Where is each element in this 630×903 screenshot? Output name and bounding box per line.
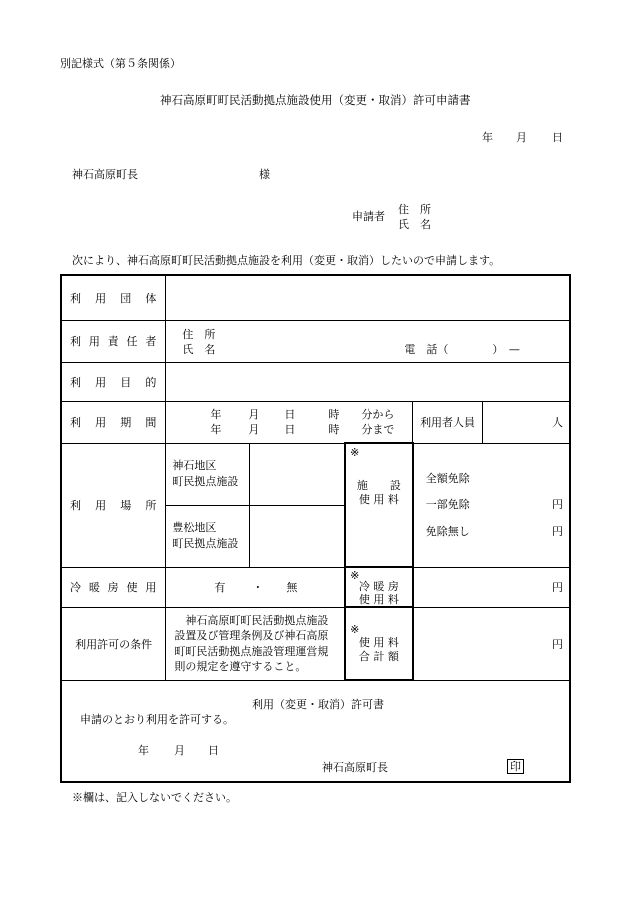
addressee-honorific: 様 (259, 168, 270, 181)
facility-fee-mark: ※ (350, 446, 360, 459)
footnote: ※欄は、記入しないでください。 (72, 791, 237, 804)
period-from-year: 年 (210, 407, 222, 421)
aircon-fee-label: ※ 冷 暖 房 使 用 料 (345, 567, 413, 607)
row-period (61, 401, 570, 443)
users-label: 利用者人員 (413, 401, 483, 443)
permit-date-day: 日 (208, 744, 219, 757)
users-input-cell[interactable] (482, 401, 570, 443)
aircon-fee-input-cell[interactable] (413, 567, 570, 607)
total-fee-mark: ※ (350, 623, 360, 636)
facility-fee-input-cell[interactable] (413, 443, 570, 567)
aircon-choice-cell[interactable] (166, 567, 345, 607)
exempt-partial-label: 一部免除 (425, 497, 470, 511)
row-group (61, 275, 570, 320)
aircon-fee-mark: ※ (350, 569, 360, 582)
conditions-text-cell: 神石高原町町民活動拠点施設 設置及び管理条例及び神石高原 町町民活動拠点施設管理運営規 則の規定を遵守すること。 (166, 607, 345, 680)
permit-section (61, 680, 570, 782)
facility-2-input-cell[interactable] (250, 505, 346, 567)
responsible-label: 利 用 責 任 者 (61, 320, 166, 362)
form-reference: 別記様式（第５条関係） (60, 57, 181, 70)
addressee-name: 神石高原町長 (72, 168, 138, 181)
period-from-day: 日 (284, 407, 296, 421)
applicant-name-label: 氏 名 (398, 218, 431, 231)
period-input-cell[interactable] (166, 401, 413, 443)
period-label: 利 用 期 間 (61, 401, 166, 443)
conditions-label: 利用許可の条件 (61, 607, 166, 680)
exempt-none-yen: 円 (552, 524, 563, 538)
responsible-phone-label: 電 話（ ） — (404, 342, 520, 356)
intro-text: 次により、神石高原町町民活動拠点施設を利用（変更・取消）したいので申請します。 (72, 254, 501, 267)
period-to-hour: 時 (328, 422, 340, 436)
period-to-month: 月 (248, 422, 260, 436)
aircon-no[interactable]: 無 (286, 580, 298, 594)
aircon-label: 冷 暖 房 使 用 (61, 567, 166, 607)
group-input-cell[interactable] (166, 275, 570, 320)
total-fee-label: ※ 使 用 料 合 計 額 (345, 607, 413, 680)
period-from-hour: 時 (328, 407, 340, 421)
date-month: 月 (516, 131, 527, 144)
row-purpose (61, 362, 570, 401)
facility-2-label: 豊松地区 町民拠点施設 (166, 505, 250, 567)
aircon-yes[interactable]: 有 (214, 580, 226, 594)
period-from-minute: 分から (361, 407, 395, 421)
total-fee-input-cell[interactable] (413, 607, 570, 680)
exempt-partial-yen: 円 (552, 497, 563, 511)
row-place-1 (61, 443, 570, 505)
purpose-label: 利 用 目 的 (61, 362, 166, 401)
applicant-label: 申請者 (352, 210, 385, 223)
permit-issuer: 神石高原町長 (322, 761, 388, 774)
purpose-input-cell[interactable] (166, 362, 570, 401)
aircon-fee-yen: 円 (552, 580, 563, 594)
row-responsible (61, 320, 570, 362)
page-title: 神石高原町町民活動拠点施設使用（変更・取消）許可申請書 (160, 93, 471, 107)
users-unit: 人 (552, 415, 563, 429)
permit-text: 申請のとおり利用を許可する。 (80, 713, 234, 726)
exempt-full-label: 全額免除 (425, 471, 470, 485)
facility-fee-label: ※ 施 設 使 用 料 (345, 443, 413, 567)
period-to-year: 年 (210, 422, 222, 436)
permit-date-year: 年 (138, 744, 149, 757)
application-form-table (60, 274, 571, 783)
aircon-separator: ・ (252, 580, 264, 594)
seal-icon: 印 (507, 759, 524, 774)
facility-1-label: 神石地区 町民拠点施設 (166, 443, 250, 505)
date-day: 日 (552, 131, 563, 144)
period-to-minute: 分まで (361, 422, 395, 436)
period-from-month: 月 (248, 407, 260, 421)
row-permit (61, 680, 570, 782)
date-year: 年 (482, 131, 493, 144)
permit-date-month: 月 (174, 744, 185, 757)
exempt-none-label: 免除無し (425, 524, 470, 538)
responsible-address-label: 住 所 (182, 327, 216, 341)
period-to-day: 日 (284, 422, 296, 436)
responsible-input-cell[interactable] (166, 320, 570, 362)
responsible-name-label: 氏 名 (182, 342, 216, 356)
place-label: 利 用 場 所 (61, 443, 166, 567)
total-fee-yen: 円 (552, 637, 563, 651)
row-conditions (61, 607, 570, 680)
facility-1-input-cell[interactable] (250, 443, 346, 505)
group-label: 利 用 団 体 (61, 275, 166, 320)
permit-title: 利用（変更・取消）許可書 (252, 698, 384, 711)
applicant-address-label: 住 所 (398, 203, 431, 216)
row-aircon (61, 567, 570, 607)
